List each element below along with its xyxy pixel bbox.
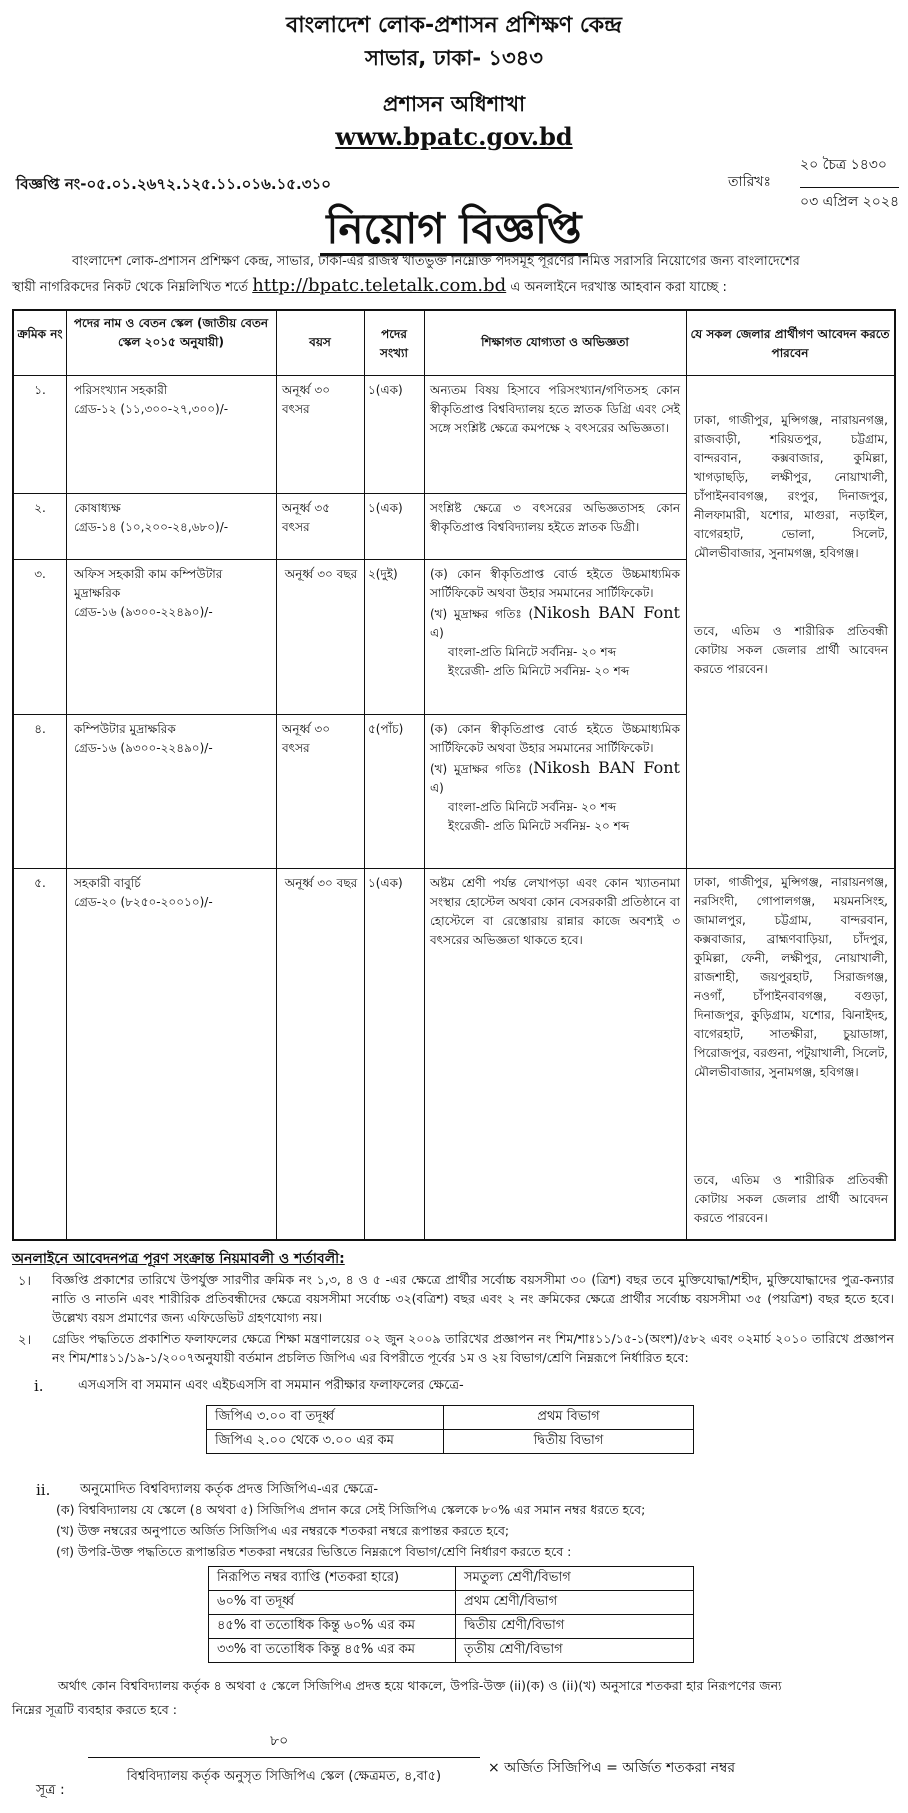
item-i-text: এসএসসি বা সমমান এবং এইচএসসি বা সমমান পরীক্ষার ফলাফলের ক্ষেত্রে- [78, 1378, 464, 1393]
row-1-grade: গ্রেড-১২ (১১,৩০০-২৭,৩০০)/- [74, 402, 229, 416]
districts-group-1: ঢাকা, গাজীপুর, মুন্সিগঞ্জ, নারায়নগঞ্জ, রাজবাড়ী, শরিয়তপুর, চট্টগ্রাম, বান্দরবান, কক্সবাজার, কুমিল্লা, খাগড়াছড়ি, লক্ষীপুর, নোয়াখালী, চাঁপাইনবাবগঞ্জ, রংপুর, দিনাজপুর, নীলফামারী, যশোর, মাগুরা, নড়াইল, বাগেরহাট, ভোলা, সিলেট, মৌলভীবাজার, সুনামগঞ্জ, হবিগঞ্জ। [694, 413, 888, 560]
row-3-q-bangla: বাংলা-প্রতি মিনিটে সর্বনিম্ন- ২০ শব্দ [448, 645, 617, 659]
branch-name: প্রশাসন অধিশাখা [382, 92, 526, 116]
item-ii-b: (খ) উক্ত নম্বরের অনুপাতে অর্জিত সিজিপিএ এর নম্বরকে শতকরা নম্বরে রূপান্তর করতে হবে; [56, 1523, 510, 1538]
row-1-qualification: অন্যতম বিষয় হিসাবে পরিসংখ্যান/গণিতসহ কোন স্বীকৃতিপ্রাপ্ত বিশ্ববিদ্যালয় হতে স্নাতক ডিগ্রি এবং সেই সঙ্গে সংশ্লিষ্ট ক্ষেত্রে কমপক্ষে ২ বৎসরের অভিজ্ঞতা। [430, 383, 680, 435]
row-4-count: ৫(পাঁচ) [368, 722, 404, 736]
intro-line-2-post: এ অনলাইনে দরখাস্ত আহবান করা যাচ্ছে : [510, 280, 727, 295]
table-row [209, 1567, 694, 1591]
col-divider [686, 311, 687, 1239]
intro-line-2-pre: স্থায়ী নাগরিকদের নিকট থেকে নিম্নলিখিত শর্তে [12, 280, 249, 295]
cgpa-range: ৬০% বা তদূর্ধ্ব [209, 1591, 456, 1615]
memo-number: বিজ্ঞপ্তি নং-০৫.০১.২৬৭২.১২৫.১১.০১৬.১৫.৩১০ [16, 175, 331, 193]
row-4-q-b-font: Nikosh BAN Font [533, 758, 680, 777]
row-divider [14, 868, 894, 869]
row-2-post [74, 499, 272, 537]
formula-numerator: ৮০ [270, 1733, 289, 1749]
header-districts: যে সকল জেলার প্রার্থীগণ আবেদন করতে পারবেন [690, 327, 890, 360]
gpa-division: দ্বিতীয় বিভাগ [444, 1430, 694, 1454]
row-5-count: ১(এক) [368, 876, 403, 890]
row-4-post-name: কম্পিউটার মুদ্রাক্ষরিক [74, 722, 176, 736]
row-2-post-name: কোষাধ্যক্ষ [74, 501, 121, 515]
row-2-grade: গ্রেড-১৪ (১০,২০০-২৪,৬৮০)/- [74, 520, 229, 534]
row-4-q-b [430, 758, 680, 798]
col-divider [364, 311, 365, 1239]
row-4-post [74, 720, 272, 758]
rule-2-text: গ্রেডিং পদ্ধতিতে প্রকাশিত ফলাফলের ক্ষেত্রে শিক্ষা মন্ত্রণালয়ের ০২ জুন ২০০৯ তারিখের প্রজ্ঞাপন নং শিম/শাঃ১১/১৫-১(অংশ)/৫৮২ এবং ০২মার্চ ২০১০ তারিখে প্রজ্ঞাপন নং শিম/শাঃ১১/১৯-১/২০০৭অনুযায়ী বর্তমান প্রচলিত জিপিএ এর বিপরীতে পূর্বের ১ম ও ২য় বিভাগ/শ্রেণি নিম্নরূপে নির্ধারিত হবে: [52, 1331, 894, 1365]
row-4-q-bangla: বাংলা-প্রতি মিনিটে সর্বনিম্ন- ২০ শব্দ [448, 800, 617, 814]
item-ii-c: (গ) উপরি-উক্ত পদ্ধতিতে রূপান্তরিত শতকরা নম্বরের ভিত্তিতে নিম্নরূপে বিভাগ/শ্রেণি নির্ধারণ করতে হবে : [56, 1544, 572, 1559]
table-row [207, 1406, 694, 1430]
formula-denominator: বিশ্ববিদ্যালয় কর্তৃক অনুসৃত সিজিপিএ স্কেল (ক্ষেত্রমত, ৪,বা৫) [126, 1769, 442, 1784]
row-3-q-b-post: এ) [430, 626, 444, 640]
row-4-q-a: (ক) কোন স্বীকৃতিপ্রাপ্ত বোর্ড হইতে উচ্চমাধ্যমিক সার্টিফিকেট অথবা উহার সমমানের সার্টিফিকেট। [430, 722, 680, 755]
item-ii-number: ii. [36, 1481, 51, 1499]
org-address: সাভার, ঢাকা- ১৩৪৩ [365, 46, 543, 70]
table-row [209, 1639, 694, 1663]
date-bangla: ২০ চৈত্র ১৪৩০ [800, 157, 887, 173]
row-3-count: ২(দুই) [368, 567, 398, 581]
cgpa-table [208, 1566, 694, 1663]
cgpa-range: ৪৫% বা ততোধিক কিন্তু ৬০% এর কম [209, 1615, 456, 1639]
row-2-age: অনূর্ধ্ব ৩৫ বৎসর [282, 501, 331, 534]
header-count: পদের সংখ্যা [380, 327, 408, 360]
closing-line-1: অর্থাৎ কোন বিশ্ববিদ্যালয় কর্তৃক ৪ অথবা ৫ স্কেলে সিজিপিএ প্রদত্ত হয়ে থাকলে, উপরি-উক্ত (ii)(ক) ও (ii)(খ) অনুসারে শতকরা হার নিরূপণের জন্য [58, 1678, 782, 1693]
gpa-division: প্রথম বিভাগ [444, 1406, 694, 1430]
row-3-q-b-pre: (খ) মুদ্রাক্ষর গতিঃ ( [430, 607, 534, 621]
row-1-age: অনূর্ধ্ব ৩০ বৎসর [282, 383, 331, 416]
item-i-number: i. [34, 1377, 44, 1395]
row-1-count: ১(এক) [368, 383, 403, 397]
row-3-q-a: (ক) কোন স্বীকৃতিপ্রাপ্ত বোর্ড হইতে উচ্চমাধ্যমিক সার্টিফিকেট অথবা উহার সমমানের সার্টিফিকেট। [430, 567, 680, 600]
row-3-post-name: অফিস সহকারী কাম কম্পিউটার মুদ্রাক্ষরিক [74, 567, 223, 600]
rule-2-number: ২। [18, 1333, 32, 1348]
row-4-q-b-pre: (খ) মুদ্রাক্ষর গতিঃ ( [430, 762, 534, 776]
row-2-count: ১(এক) [368, 501, 403, 515]
row-3-q-b-font: Nikosh BAN Font [533, 603, 680, 622]
row-3-q-b [430, 603, 680, 643]
org-name: বাংলাদেশ লোক-প্রশাসন প্রশিক্ষণ কেন্দ্র [286, 13, 622, 38]
teletalk-link[interactable]: http://bpatc.teletalk.com.bd [252, 275, 507, 296]
col-divider [276, 311, 277, 1239]
closing-line-2: নিম্নের সূত্রটি ব্যবহার করতে হবে : [12, 1702, 177, 1717]
gpa-range: জিপিএ ২.০০ থেকে ৩.০০ এর কম [207, 1430, 444, 1454]
website-link[interactable]: www.bpatc.gov.bd [335, 122, 573, 151]
row-4-serial: ৪. [34, 722, 46, 736]
col-divider [424, 311, 425, 1239]
row-divider [14, 559, 686, 560]
row-5-serial: ৫. [34, 876, 46, 890]
cgpa-division: প্রথম শ্রেণী/বিভাগ [456, 1591, 694, 1615]
header-serial: ক্রমিক নং [17, 327, 63, 341]
row-4-age: অনূর্ধ্ব ৩০ বৎসর [282, 722, 331, 755]
header-post: পদের নাম ও বেতন স্কেল (জাতীয় বেতন স্কেল ২০১৫ অনুযায়ী) [73, 316, 269, 349]
recruitment-table [12, 309, 896, 1241]
row-divider [14, 714, 686, 715]
row-4-qualification [430, 720, 680, 836]
rule-1-text: বিজ্ঞপ্তি প্রকাশের তারিখে উপর্যুক্ত সারণীর ক্রমিক নং ১,৩, ৪ ও ৫ -এর ক্ষেত্রে প্রার্থীর সর্বোচ্চ বয়সসীমা ৩০ (ত্রিশ) বছর তবে মুক্তিযোদ্ধা/শহীদ, মুক্তিযোদ্ধাদের পুত্র-কন্যার নাতি ও নাতনি এবং শারীরিক প্রতিবন্ধীদের ক্ষেত্রে বয়সসীমা সর্বোচ্চ ৩২(বত্রিশ) বছর এবং ২ নং ক্রমিকের ক্ষেত্রে প্রার্থীর সর্বোচ্চ বয়সসীমা ৩৫ (পয়ত্রিশ) বছর হতে হবে। উল্লেখ্য বয়স প্রমাণের জন্য এফিডেভিট গ্রহণযোগ্য নয়। [52, 1272, 894, 1325]
table-row [209, 1615, 694, 1639]
districts-group-2-note: তবে, এতিম ও শারীরিক প্রতিবন্ধী কোটায় সকল জেলার প্রার্থী আবেদন করতে পারবেন। [694, 1173, 888, 1225]
row-1-serial: ১. [34, 383, 46, 397]
table-row [209, 1591, 694, 1615]
row-2-qualification: সংশ্লিষ্ট ক্ষেত্রে ৩ বৎসরের অভিজ্ঞতাসহ কোন স্বীকৃতিপ্রাপ্ত বিশ্ববিদ্যালয় হইতে স্নাতক ডিগ্রী। [430, 501, 680, 534]
row-1-post [74, 381, 272, 419]
cgpa-range: নিরূপিত নম্বর ব্যাপ্তি (শতকরা হারে) [209, 1567, 456, 1591]
row-4-q-english: ইংরেজী- প্রতি মিনিটে সর্বনিম্ন- ২০ শব্দ [448, 819, 630, 833]
cgpa-division: দ্বিতীয় শ্রেণী/বিভাগ [456, 1615, 694, 1639]
row-4-q-b-post: এ) [430, 781, 444, 795]
row-4-grade: গ্রেড-১৬ (৯৩০০-২২৪৯০)/- [74, 741, 213, 755]
row-divider [14, 493, 686, 494]
row-2-serial: ২. [34, 501, 46, 515]
cgpa-division: তৃতীয় শ্রেণী/বিভাগ [456, 1639, 694, 1663]
date-label: তারিখঃ [728, 174, 771, 190]
date-english: ০৩ এপ্রিল ২০২৪ [800, 187, 899, 214]
row-3-age: অনূর্ধ্ব ৩০ বছর [284, 567, 358, 581]
row-5-post [74, 874, 272, 912]
formula-label: সূত্র : [36, 1782, 65, 1798]
row-5-qualification: অষ্টম শ্রেণী পর্যন্ত লেখাপড়া এবং কোন খ্যাতনামা সংস্থার হোস্টেল অথবা কোন বেসরকারী প্রতিষ্ঠানে বা হোস্টেলে বা রেস্তোরায় রান্নার কাজে অবশ্যই ৩ বৎসরের অভিজ্ঞতা থাকতে হবে। [430, 876, 680, 947]
row-5-grade: গ্রেড-২০ (৮২৫০-২০০১০)/- [74, 895, 213, 909]
row-3-qualification [430, 565, 680, 681]
header-age: বয়স [309, 335, 331, 349]
cgpa-range: ৩৩% বা ততোধিক কিন্তু ৪৫% এর কম [209, 1639, 456, 1663]
row-3-grade: গ্রেড-১৬ (৯৩০০-২২৪৯০)/- [74, 605, 213, 619]
rule-1-number: ১। [18, 1274, 32, 1289]
col-divider [66, 311, 67, 1239]
cgpa-division: সমতুল্য শ্রেণী/বিভাগ [456, 1567, 694, 1591]
districts-group-1-note: তবে, এতিম ও শারীরিক প্রতিবন্ধী কোটায় সকল জেলার প্রার্থী আবেদন করতে পারবেন। [694, 624, 888, 676]
row-5-post-name: সহকারী বাবুর্চি [74, 876, 141, 890]
header-qualification: শিক্ষাগত যোগ্যতা ও অভিজ্ঞতা [481, 335, 629, 349]
row-3-serial: ৩. [34, 567, 46, 581]
table-row [207, 1430, 694, 1454]
item-ii-a: (ক) বিশ্ববিদ্যালয় যে স্কেলে (৪ অথবা ৫) সিজিপিএ প্রদান করে সেই সিজিপিএ স্কেলকে ৮০% এর সমান নম্বর ধরতে হবে; [56, 1502, 646, 1517]
formula-result: × অর্জিত সিজিপিএ = অর্জিত শতকরা নম্বর [488, 1760, 736, 1776]
row-3-post [74, 565, 272, 622]
intro-line-1: বাংলাদেশ লোক-প্রশাসন প্রশিক্ষণ কেন্দ্র, সাভার, ঢাকা-এর রাজস্ব খাতভুক্ত নিম্নোক্ত পদসমূহ পূরণের নিমিত্ত সরাসরি নিয়োগের জন্য বাংলাদেশের [72, 254, 800, 269]
formula-fraction-line [88, 1757, 480, 1758]
gpa-table [206, 1405, 694, 1454]
row-divider [14, 375, 894, 376]
intro-paragraph [12, 250, 896, 300]
rules-title: অনলাইনে আবেদনপত্র পূরণ সংক্রান্ত নিয়মাবলী ও শর্তাবলী: [12, 1251, 345, 1267]
notice-title-text: নিয়োগ বিজ্ঞপ্তি [320, 204, 587, 256]
row-5-age: অনূর্ধ্ব ৩০ বছর [284, 876, 358, 890]
row-1-post-name: পরিসংখ্যান সহকারী [74, 383, 168, 397]
item-ii-text: অনুমোদিত বিশ্ববিদ্যালয় কর্তৃক প্রদত্ত সিজিপিএ-এর ক্ষেত্রে- [80, 1482, 379, 1497]
gpa-range: জিপিএ ৩.০০ বা তদূর্ধ্ব [207, 1406, 444, 1430]
row-3-q-english: ইংরেজী- প্রতি মিনিটে সর্বনিম্ন- ২০ শব্দ [448, 664, 630, 678]
districts-group-2: ঢাকা, গাজীপুর, মুন্সিগঞ্জ, নারায়নগঞ্জ, নরসিংদী, গোপালগঞ্জ, ময়মনসিংহ, জামালপুর, চট্টগ্রাম, বান্দরবান, কক্সবাজার, ব্রাহ্মণবাড়িয়া, চাঁদপুর, কুমিল্লা, ফেনী, লক্ষীপুর, নোয়াখালী, রাজশাহী, জয়পুরহাট, সিরাজগঞ্জ, নওগাঁ, চাঁপাইনবাবগঞ্জ, বগুড়া, দিনাজপুর, কুড়িগ্রাম, যশোর, ঝিনাইদহ, বাগেরহাট, সাতক্ষীরা, চুয়াডাঙ্গা, পিরোজপুর, বরগুনা, পটুয়াখালী, সিলেট, মৌলভীবাজার, সুনামগঞ্জ, হবিগঞ্জ। [694, 875, 888, 1079]
